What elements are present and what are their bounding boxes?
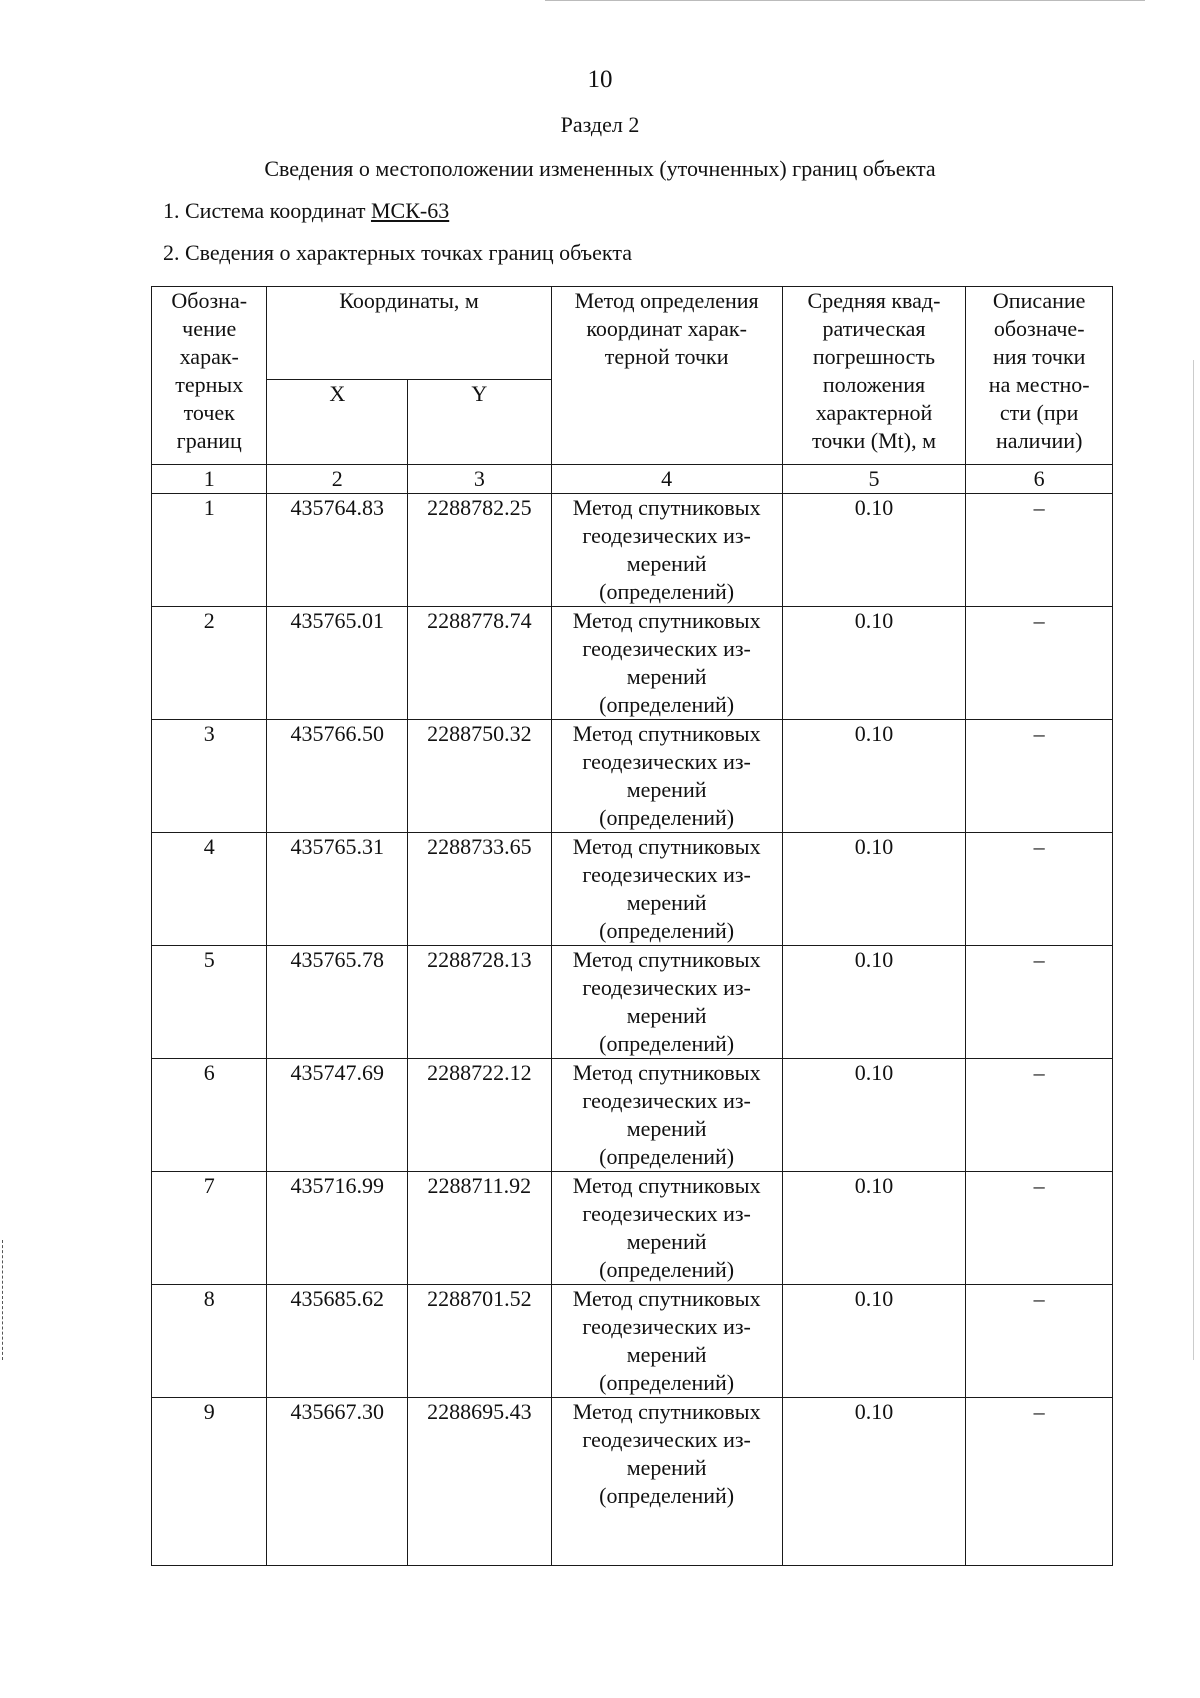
error-cell: 0.10 <box>782 720 966 833</box>
coordinate-y: 2288722.12 <box>408 1059 552 1172</box>
column-number: 4 <box>551 465 782 494</box>
column-number: 1 <box>152 465 267 494</box>
table-header-row <box>152 287 1113 380</box>
coordinate-system-value: МСК-63 <box>370 198 450 223</box>
column-number: 6 <box>966 465 1113 494</box>
point-number: 3 <box>152 720 267 833</box>
coordinate-x: 435765.31 <box>267 833 408 946</box>
table-row <box>152 720 1113 833</box>
method-cell: Метод спутниковых геодезических из- мерений (определений) <box>551 1172 782 1285</box>
description-cell: – <box>966 1285 1113 1398</box>
table-row <box>152 833 1113 946</box>
description-cell: – <box>966 1172 1113 1285</box>
error-cell: 0.10 <box>782 1285 966 1398</box>
table-row <box>152 1285 1113 1398</box>
point-number: 8 <box>152 1285 267 1398</box>
coordinate-y: 2288778.74 <box>408 607 552 720</box>
method-cell: Метод спутниковых геодезических из- мерений (определений) <box>551 720 782 833</box>
table-row <box>152 607 1113 720</box>
points-heading: 2. Сведения о характерных точках границ объекта <box>163 240 632 265</box>
description-cell: – <box>966 1398 1113 1566</box>
boundary-points-table <box>151 286 1113 1566</box>
page-number: 10 <box>587 66 613 93</box>
error-cell: 0.10 <box>782 1059 966 1172</box>
coordinate-y: 2288701.52 <box>408 1285 552 1398</box>
method-cell: Метод спутниковых геодезических из- мерений (определений) <box>551 607 782 720</box>
point-number: 1 <box>152 494 267 607</box>
header-y: Y <box>408 380 552 465</box>
table-row <box>152 1059 1113 1172</box>
description-cell: – <box>966 833 1113 946</box>
column-number: 2 <box>267 465 408 494</box>
column-number: 5 <box>782 465 966 494</box>
method-cell: Метод спутниковых геодезических из- мерений (определений) <box>551 1398 782 1566</box>
error-cell: 0.10 <box>782 607 966 720</box>
coordinate-y: 2288695.43 <box>408 1398 552 1566</box>
method-cell: Метод спутниковых геодезических из- мерений (определений) <box>551 1285 782 1398</box>
coordinate-x: 435764.83 <box>267 494 408 607</box>
error-cell: 0.10 <box>782 1398 966 1566</box>
coordinate-y: 2288750.32 <box>408 720 552 833</box>
error-cell: 0.10 <box>782 494 966 607</box>
point-number: 4 <box>152 833 267 946</box>
point-number: 9 <box>152 1398 267 1566</box>
coordinate-y: 2288782.25 <box>408 494 552 607</box>
scan-right-edge <box>1193 360 1196 1360</box>
description-cell: – <box>966 1059 1113 1172</box>
header-point-description: Описание обозначе- ния точки на местно- сти (при наличии) <box>966 287 1113 465</box>
column-number-row <box>152 465 1113 494</box>
header-mean-square-error: Средняя квад- ратическая погрешность положения характерной точки (Mt), м <box>782 287 966 465</box>
header-coordinates: Координаты, м <box>267 287 551 380</box>
header-method: Метод определения координат харак- терной точки <box>551 287 782 465</box>
description-cell: – <box>966 494 1113 607</box>
column-number: 3 <box>408 465 552 494</box>
coordinate-y: 2288711.92 <box>408 1172 552 1285</box>
coordinate-x: 435685.62 <box>267 1285 408 1398</box>
method-cell: Метод спутниковых геодезических из- мерений (определений) <box>551 946 782 1059</box>
method-cell: Метод спутниковых геодезических из- мерений (определений) <box>551 833 782 946</box>
description-cell: – <box>966 946 1113 1059</box>
scan-margin-mark <box>2 1240 5 1360</box>
table-row <box>152 494 1113 607</box>
coordinate-system-line <box>163 198 449 224</box>
description-cell: – <box>966 720 1113 833</box>
coordinate-y: 2288728.13 <box>408 946 552 1059</box>
coordinate-x: 435716.99 <box>267 1172 408 1285</box>
method-cell: Метод спутниковых геодезических из- мерений (определений) <box>551 1059 782 1172</box>
header-point-designation: Обозна- чение харак- терных точек границ <box>152 287 267 465</box>
error-cell: 0.10 <box>782 833 966 946</box>
scan-edge-mark <box>545 0 1145 3</box>
coordinate-x: 435747.69 <box>267 1059 408 1172</box>
table-row <box>152 946 1113 1059</box>
point-number: 7 <box>152 1172 267 1285</box>
table-row <box>152 1172 1113 1285</box>
section-title: Раздел 2 <box>560 112 640 137</box>
coordinate-system-label: 1. Система координат <box>163 198 371 223</box>
coordinate-x: 435765.78 <box>267 946 408 1059</box>
coordinate-x: 435667.30 <box>267 1398 408 1566</box>
error-cell: 0.10 <box>782 1172 966 1285</box>
document-heading: Сведения о местоположении измененных (уточненных) границ объекта <box>264 156 936 181</box>
description-cell: – <box>966 607 1113 720</box>
point-number: 5 <box>152 946 267 1059</box>
header-x: X <box>267 380 408 465</box>
table-row <box>152 1398 1113 1566</box>
method-cell: Метод спутниковых геодезических из- мерений (определений) <box>551 494 782 607</box>
coordinate-y: 2288733.65 <box>408 833 552 946</box>
error-cell: 0.10 <box>782 946 966 1059</box>
point-number: 2 <box>152 607 267 720</box>
coordinate-x: 435766.50 <box>267 720 408 833</box>
point-number: 6 <box>152 1059 267 1172</box>
coordinate-x: 435765.01 <box>267 607 408 720</box>
